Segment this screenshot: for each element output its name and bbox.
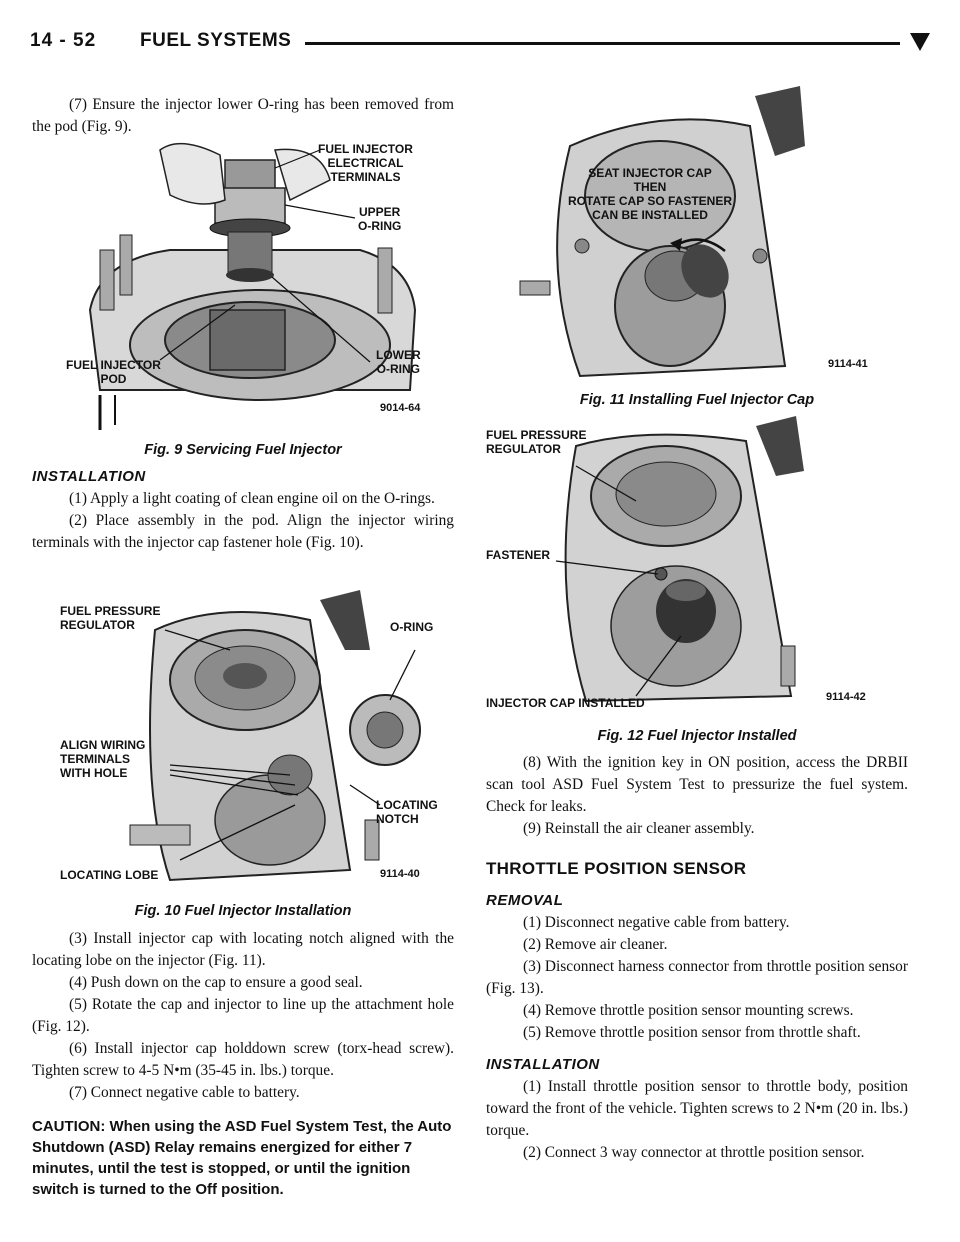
callout-seat-injector-cap: SEAT INJECTOR CAP THEN ROTATE CAP SO FASTENER CAN BE INSTALLED — [568, 166, 733, 222]
left-installation-block — [32, 466, 454, 554]
step-8: (8) With the ignition key in ON position, access the DRBII scan tool ASD Fuel System Test to pressurize the fuel system. Check for leaks. — [486, 754, 908, 815]
tps-installation-heading: INSTALLATION — [486, 1056, 600, 1073]
fig9-illustration — [60, 140, 450, 435]
install-step-2: (2) Place assembly in the pod. Align the injector wiring terminals with the injector cap fastener hole (Fig. 10). — [32, 512, 454, 551]
callout-fastener: FASTENER — [486, 548, 551, 562]
fig12-id: 9114-42 — [826, 691, 866, 703]
fig10-id: 9114-40 — [380, 868, 420, 880]
callout-fuel-injector-terminals: FUEL INJECTOR ELECTRICAL TERMINALS — [318, 142, 413, 184]
callout-lower-oring: LOWER O-RING — [376, 348, 421, 376]
step-7-paragraph: (7) Ensure the injector lower O-ring has been removed from the pod (Fig. 9). — [32, 96, 454, 135]
install-step-7: (7) Connect negative cable to battery. — [69, 1084, 300, 1101]
callout-fuel-pressure-regulator-2: FUEL PRESSURE REGULATOR — [486, 428, 587, 456]
tps-install-step-2: (2) Connect 3 way connector at throttle position sensor. — [523, 1144, 865, 1161]
callout-upper-oring: UPPER O-RING — [358, 205, 402, 233]
callout-align-wiring: ALIGN WIRING TERMINALS WITH HOLE — [60, 738, 146, 780]
callout-fuel-injector-pod: FUEL INJECTOR POD — [66, 358, 161, 386]
install-step-1: (1) Apply a light coating of clean engine oil on the O-rings. — [69, 490, 435, 507]
removal-step-3: (3) Disconnect harness connector from throttle position sensor (Fig. 13). — [486, 958, 908, 997]
install-step-3: (3) Install injector cap with locating notch aligned with the locating lobe on the injector (Fig. 11). — [32, 930, 454, 969]
install-step-5: (5) Rotate the cap and injector to line up the attachment hole (Fig. 12). — [32, 996, 454, 1035]
right-text-block — [486, 752, 908, 1164]
callout-fuel-pressure-regulator: FUEL PRESSURE REGULATOR — [60, 604, 161, 632]
page-header — [30, 30, 930, 58]
fig9-id: 9014-64 — [380, 402, 421, 414]
tps-heading: THROTTLE POSITION SENSOR — [486, 859, 747, 878]
removal-step-2: (2) Remove air cleaner. — [523, 936, 668, 953]
install-step-6: (6) Install injector cap holddown screw (torx-head screw). Tighten screw to 4-5 N•m (35-45 in. lbs.) torque. — [32, 1040, 454, 1079]
fig12-illustration — [486, 416, 900, 716]
callout-locating-notch: LOCATING NOTCH — [376, 798, 438, 826]
callout-oring: O-RING — [390, 620, 434, 634]
install-step-4: (4) Push down on the cap to ensure a good seal. — [69, 974, 363, 991]
callout-injector-cap-installed: INJECTOR CAP INSTALLED — [486, 696, 645, 710]
section-title: FUEL SYSTEMS — [140, 30, 292, 51]
fig11-illustration — [510, 86, 900, 386]
fig12-caption: Fig. 12 Fuel Injector Installed — [597, 728, 797, 744]
fig11-caption: Fig. 11 Installing Fuel Injector Cap — [579, 392, 815, 408]
step-9: (9) Reinstall the air cleaner assembly. — [523, 820, 755, 837]
tps-install-step-1: (1) Install throttle position sensor to throttle body, position toward the front of the vehicle. Tighten screws to 2 N•m (20 in. lbs.) torque. — [486, 1078, 908, 1139]
triangle-marker-icon — [910, 33, 930, 51]
header-rule — [305, 42, 900, 45]
page-number: 14 - 52 — [30, 30, 97, 51]
fig10-illustration — [60, 590, 450, 890]
removal-heading: REMOVAL — [486, 892, 564, 909]
callout-locating-lobe: LOCATING LOBE — [60, 868, 159, 882]
fig10-caption: Fig. 10 Fuel Injector Installation — [134, 903, 352, 919]
installation-heading: INSTALLATION — [32, 468, 146, 485]
removal-step-4: (4) Remove throttle position sensor mounting screws. — [523, 1002, 854, 1019]
removal-step-1: (1) Disconnect negative cable from battery. — [523, 914, 790, 931]
caution-text: CAUTION: When using the ASD Fuel System Test, the Auto Shutdown (ASD) Relay remains energized for either 7 minutes, until the test is stopped, or until the ignition switch is turned to the Off position. — [32, 1118, 452, 1198]
removal-step-5: (5) Remove throttle position sensor from throttle shaft. — [523, 1024, 861, 1041]
left-column — [32, 94, 454, 138]
fig9-caption: Fig. 9 Servicing Fuel Injector — [144, 442, 342, 458]
fig11-id: 9114-41 — [828, 358, 868, 370]
left-steps-block — [32, 928, 454, 1200]
